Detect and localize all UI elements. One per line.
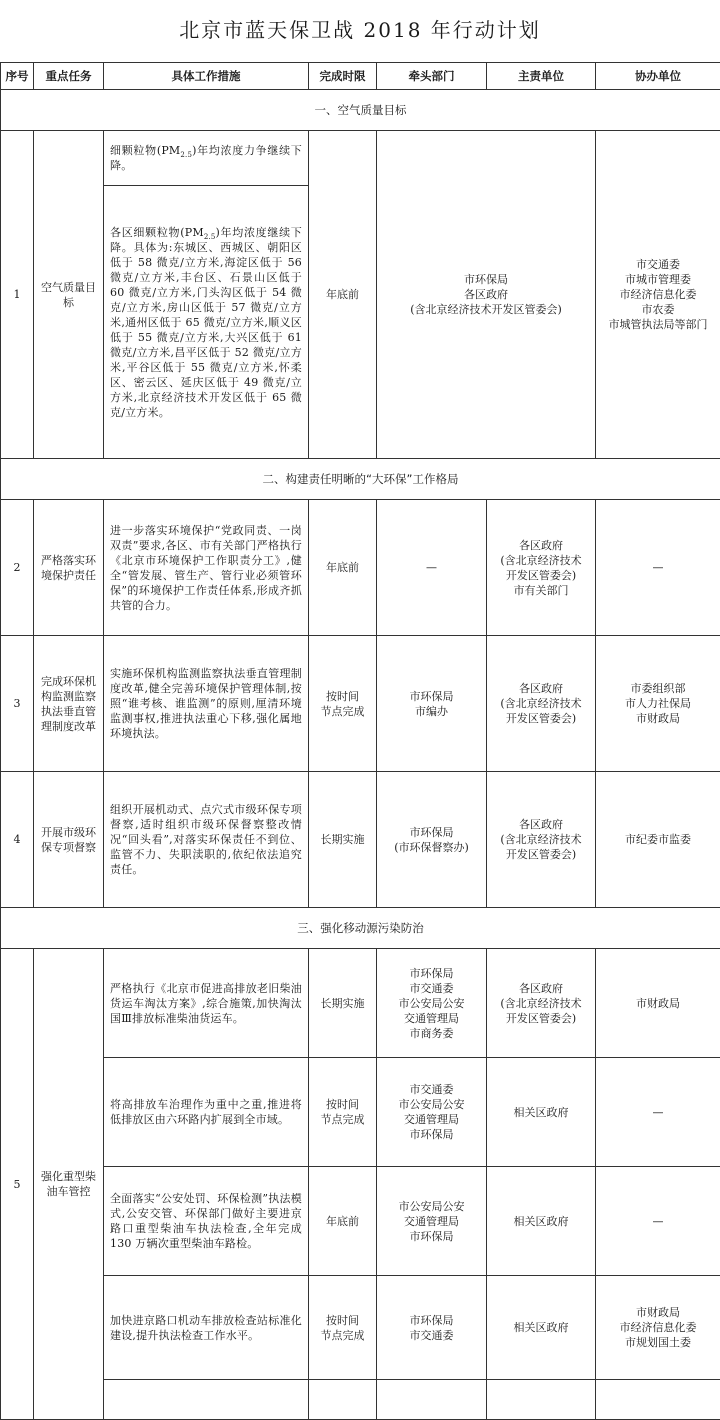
row-measure: 加快进京路口机动车排放检查站标准化建设,提升执法检查工作水平。 xyxy=(104,1276,309,1380)
table-row xyxy=(1,1167,720,1276)
row-deadline: 长期实施 xyxy=(309,949,377,1058)
table-row xyxy=(1,772,720,908)
table-row xyxy=(1,1276,720,1380)
row-main: 各区政府 (含北京经济技术 开发区管委会) 市有关部门 xyxy=(487,500,596,636)
row-assist: 市委组织部 市人力社保局 市财政局 xyxy=(596,636,720,772)
row-lead: 市环保局 各区政府 (含北京经济技术开发区管委会) xyxy=(377,131,596,459)
row-no: 5 xyxy=(1,949,34,1420)
row-deadline: 按时间 节点完成 xyxy=(309,636,377,772)
table-header-row xyxy=(1,63,720,90)
row-task: 严格落实环境保护责任 xyxy=(34,500,104,636)
row-assist: 市财政局 xyxy=(596,949,720,1058)
row-measure: 实施环保机构监测监察执法垂直管理制度改革,健全完善环境保护管理体制,按照“谁考核、谁监测”的原则,厘清环境监测事权,推进执法重心下移,强化属地环境执法。 xyxy=(104,636,309,772)
header-main: 主责单位 xyxy=(487,63,596,90)
row-deadline: 按时间 节点完成 xyxy=(309,1276,377,1380)
header-measure: 具体工作措施 xyxy=(104,63,309,90)
row-main: 相关区政府 xyxy=(487,1058,596,1167)
row-deadline: 年底前 xyxy=(309,1167,377,1276)
row-no: 3 xyxy=(1,636,34,772)
row-no: 1 xyxy=(1,131,34,459)
row-deadline: 长期实施 xyxy=(309,772,377,908)
header-assist: 协办单位 xyxy=(596,63,720,90)
table-row xyxy=(1,131,720,186)
row-main: 各区政府 (含北京经济技术 开发区管委会) xyxy=(487,636,596,772)
section-title: 二、构建责任明晰的“大环保”工作格局 xyxy=(1,459,720,500)
row-lead: 市公安局公安 交通管理局 市环保局 xyxy=(377,1167,487,1276)
row-main: 各区政府 (含北京经济技术 开发区管委会) xyxy=(487,949,596,1058)
row-task: 开展市级环保专项督察 xyxy=(34,772,104,908)
section-title: 三、强化移动源污染防治 xyxy=(1,908,720,949)
row-lead: 市环保局 市交通委 xyxy=(377,1276,487,1380)
row-assist: 市交通委 市城市管理委 市经济信息化委 市农委 市城管执法局等部门 xyxy=(596,131,720,459)
row-lead: 市交通委 市公安局公安 交通管理局 市环保局 xyxy=(377,1058,487,1167)
row-task: 空气质量目标 xyxy=(34,131,104,459)
row-measure: 细颗粒物$(PM_{2.5})$年均浓度力争继续下降。 xyxy=(104,131,309,186)
row-deadline: 年底前 xyxy=(309,131,377,459)
row-assist: — xyxy=(596,1167,720,1276)
row-no: 2 xyxy=(1,500,34,636)
row-deadline: 按时间 节点完成 xyxy=(309,1058,377,1167)
row-main: 相关区政府 xyxy=(487,1167,596,1276)
page-title: 北京市蓝天保卫战 2018 年行动计划 xyxy=(0,14,720,43)
section-row xyxy=(1,459,720,500)
table-row-partial xyxy=(1,1380,720,1420)
section-row xyxy=(1,908,720,949)
header-lead: 牵头部门 xyxy=(377,63,487,90)
row-measure: 严格执行《北京市促进高排放老旧柴油货运车淘汰方案》,综合施策,加快淘汰国Ⅲ排放标准柴油货运车。 xyxy=(104,949,309,1058)
row-assist: 市纪委市监委 xyxy=(596,772,720,908)
row-task: 强化重型柴油车管控 xyxy=(34,949,104,1420)
table-row xyxy=(1,1058,720,1167)
table-row xyxy=(1,500,720,636)
row-deadline: 年底前 xyxy=(309,500,377,636)
table-row xyxy=(1,949,720,1058)
header-deadline: 完成时限 xyxy=(309,63,377,90)
row-measure: 全面落实“公安处罚、环保检测”执法模式,公安交管、环保部门做好主要进京路口重型柴油车执法检查,全年完成 130 万辆次重型柴油车路检。 xyxy=(104,1167,309,1276)
row-measure: 将高排放车治理作为重中之重,推进将低排放区由六环路内扩展到全市域。 xyxy=(104,1058,309,1167)
section-title: 一、空气质量目标 xyxy=(1,90,720,131)
row-measure: 进一步落实环境保护“党政同责、一岗双责”要求,各区、市有关部门严格执行《北京市环境保护工作职责分工》,健全“管发展、管生产、管行业必须管环保”的环境保护工作责任体系,形成齐抓共管的合力。 xyxy=(104,500,309,636)
section-row xyxy=(1,90,720,131)
row-assist: 市财政局 市经济信息化委 市规划国土委 xyxy=(596,1276,720,1380)
row-measure: 组织开展机动式、点穴式市级环保专项督察,适时组织市级环保督察整改情况“回头看”,对落实环保责任不到位、监管不力、失职渎职的,依纪依法追究责任。 xyxy=(104,772,309,908)
row-main: 各区政府 (含北京经济技术 开发区管委会) xyxy=(487,772,596,908)
row-lead: 市环保局 市交通委 市公安局公安 交通管理局 市商务委 xyxy=(377,949,487,1058)
row-lead: 市环保局 (市环保督察办) xyxy=(377,772,487,908)
action-plan-table xyxy=(0,62,720,1420)
row-lead: 市环保局 市编办 xyxy=(377,636,487,772)
row-no: 4 xyxy=(1,772,34,908)
row-lead: — xyxy=(377,500,487,636)
row-assist: — xyxy=(596,500,720,636)
row-assist: — xyxy=(596,1058,720,1167)
row-main: 相关区政府 xyxy=(487,1276,596,1380)
row-measure: 各区细颗粒物$(PM_{2.5})$年均浓度继续下降。具体为:东城区、西城区、朝阳区低于 58 微克/立方米,海淀区低于 56 微克/立方米,丰台区、石景山区低于 60 微克/立方米,门头沟区低于 54 微克/立方米,房山区低于 57 微克/立方米,通州区低于 65 微克/立方米,顺义区低于 55 微克/立方米,大兴区低于 61 微克/立方米,昌平区低于 52 微克/立方米,平谷区低于 55 微克/立方米,怀柔区、密云区、延庆区低于 49 微克/立方米,北京经济技术开发区低于 65 微克/立方米。 xyxy=(104,186,309,459)
table-row xyxy=(1,636,720,772)
row-task: 完成环保机构监测监察执法垂直管理制度改革 xyxy=(34,636,104,772)
header-no: 序号 xyxy=(1,63,34,90)
header-task: 重点任务 xyxy=(34,63,104,90)
